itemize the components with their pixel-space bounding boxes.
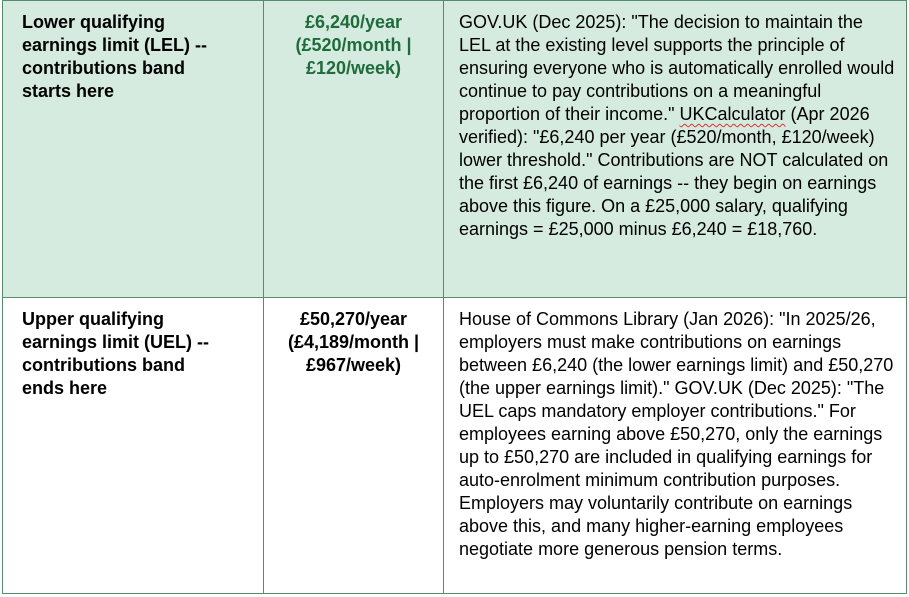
row-label-line: earnings limit (LEL) --	[22, 35, 208, 55]
row-label-cell	[3, 298, 264, 594]
table-row-upper-earnings-limit	[3, 298, 907, 594]
threshold-value-line: (£520/month |	[295, 35, 412, 55]
row-label-line: earnings limit (UEL) --	[22, 332, 210, 352]
source-text: House of Commons Library (Jan 2026): "In 2025/26, employers must make contributions on earnings between £6,240 (the lower earnings limit) and £50,270 (the upper earnings limit)." GOV.UK (Dec 2025): "The UEL caps mandatory employer contributions." For employees earning above £50,270, only the earnings up to £50,270 are included in qualifying earnings for auto-enrolment minimum contribution purposes. Employers may voluntarily contribute on earnings above this, and many higher-earning employees negotiate more generous pension terms.	[459, 309, 894, 559]
row-label-line: ends here	[22, 378, 108, 398]
threshold-value-line: £50,270/year	[299, 309, 408, 329]
threshold-value-cell	[264, 1, 444, 298]
source-notes-cell	[444, 1, 907, 298]
row-label-line: Lower qualifying	[22, 12, 166, 32]
table-row-lower-earnings-limit	[3, 1, 907, 298]
threshold-value-line: £6,240/year	[304, 12, 403, 32]
threshold-value-line: (£4,189/month |	[287, 332, 420, 352]
source-text: (Apr 2026 verified): "£6,240 per year (£520/month, £120/week) lower threshold." Contributions are NOT calculated on the first £6,240 of earnings -- they begin on earnings above this figure. On a £25,000 salary, qualifying earnings = £25,000 minus £6,240 = £18,760.	[459, 104, 889, 239]
row-label-line: Upper qualifying	[22, 309, 165, 329]
row-label-line: starts here	[22, 81, 115, 101]
threshold-value-cell	[264, 298, 444, 594]
source-notes-cell	[444, 298, 907, 594]
threshold-value-line: £120/week)	[305, 58, 402, 78]
row-label-cell	[3, 1, 264, 298]
row-label-line: contributions band	[22, 58, 185, 78]
row-label-line: contributions band	[22, 355, 185, 375]
threshold-value-line: £967/week)	[305, 355, 402, 375]
source-text: GOV.UK (Dec 2025): "The decision to maintain the LEL at the existing level supports the principle of ensuring everyone who is automatically enrolled would continue to pay contributions on a meaningful proportion of their income."	[459, 12, 895, 124]
earnings-limits-table	[2, 0, 907, 594]
spellcheck-flagged-word[interactable]: UKCalculator	[679, 104, 786, 124]
